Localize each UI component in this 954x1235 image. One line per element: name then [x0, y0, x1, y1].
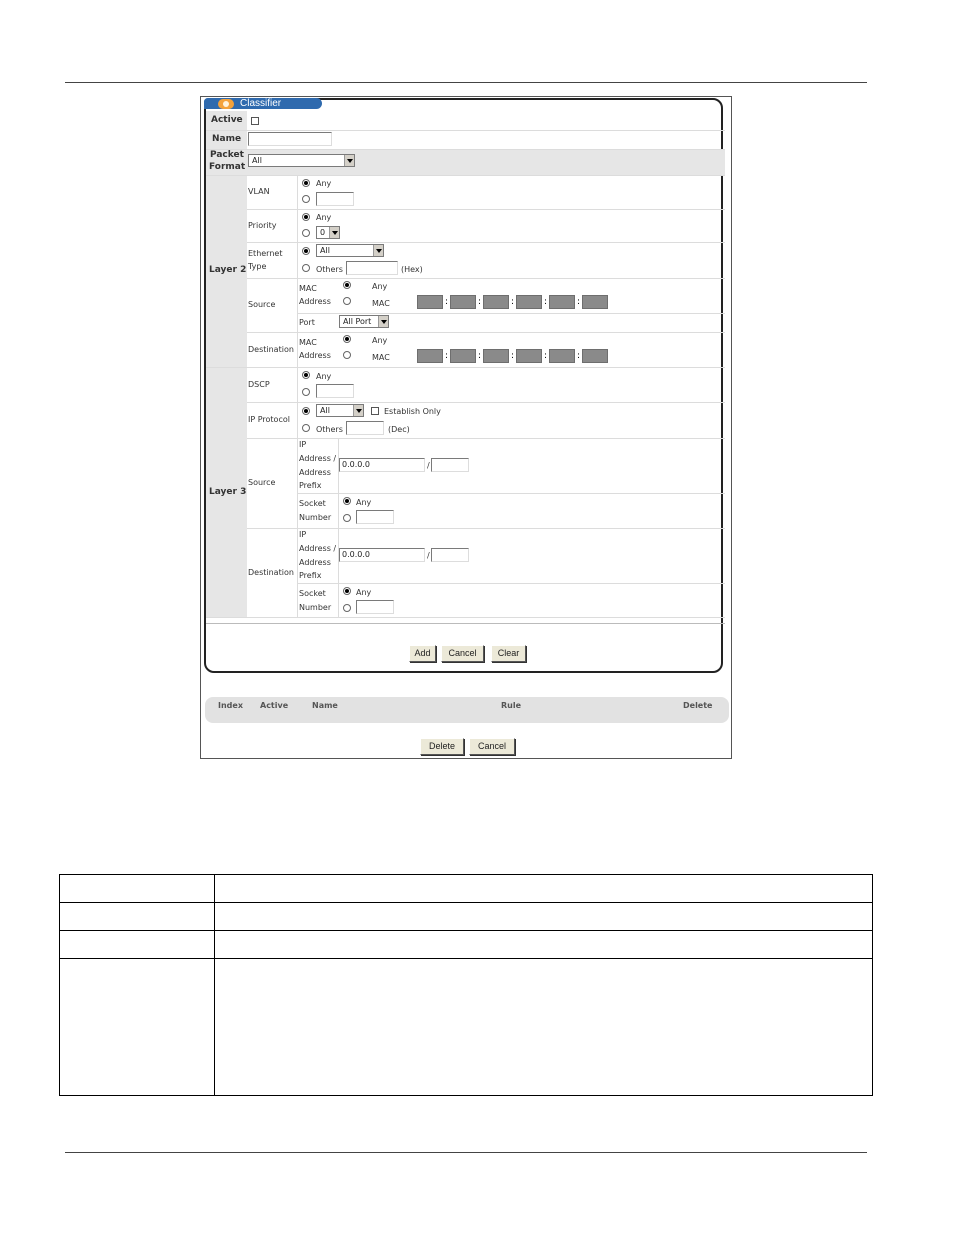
- active-label: Active: [211, 115, 243, 125]
- packet-format-select[interactable]: [248, 154, 355, 167]
- src-mac-mac-label: MAC: [372, 299, 390, 308]
- dst-mac-octet-3[interactable]: [483, 349, 509, 363]
- list-header-delete: Delete: [683, 701, 713, 710]
- add-button[interactable]: Add: [409, 645, 436, 662]
- chevron-down-icon: [378, 316, 388, 327]
- src-mac-octet-4[interactable]: [516, 295, 542, 309]
- packet-format-value: All: [252, 156, 262, 165]
- ip-protocol-others-radio[interactable]: [302, 424, 310, 432]
- src-ip-label-1: IP: [299, 440, 307, 449]
- chevron-down-icon: [344, 155, 354, 166]
- chevron-down-icon: [353, 405, 363, 416]
- packet-format-label-1: Packet: [210, 150, 244, 160]
- colon: :: [511, 351, 515, 361]
- priority-any-label: Any: [316, 213, 332, 222]
- port-select[interactable]: [339, 315, 389, 328]
- src-mac-octet-5[interactable]: [549, 295, 575, 309]
- sep-line: [297, 583, 725, 584]
- ethernet-hex-label: (Hex): [401, 265, 423, 274]
- l3-destination-label: Destination: [248, 568, 294, 577]
- establish-only-label: Establish Only: [384, 407, 441, 416]
- src-socket-label-1: Socket: [299, 499, 326, 508]
- colon: :: [511, 297, 515, 307]
- clear-button[interactable]: Clear: [491, 645, 526, 662]
- src-mac-octet-2[interactable]: [450, 295, 476, 309]
- dscp-input[interactable]: [316, 384, 354, 398]
- priority-value-radio[interactable]: [302, 229, 310, 237]
- dst-socket-any-label: Any: [356, 588, 372, 597]
- src-slash: /: [427, 461, 430, 470]
- dst-ip-label-3: Address: [299, 558, 331, 567]
- top-rule: [65, 82, 867, 83]
- dst-ip-input[interactable]: 0.0.0.0: [339, 548, 425, 562]
- dscp-value-radio[interactable]: [302, 388, 310, 396]
- vlan-label: VLAN: [248, 187, 270, 196]
- dst-mac-octet-2[interactable]: [450, 349, 476, 363]
- active-checkbox[interactable]: [251, 117, 259, 125]
- src-ip-label-4: Prefix: [299, 481, 322, 490]
- dst-ip-label-2: Address /: [299, 544, 337, 553]
- sep-line: [297, 493, 725, 494]
- src-socket-value-radio[interactable]: [343, 514, 351, 522]
- dst-ip-label-1: IP: [299, 530, 307, 539]
- panel-title: Classifier: [240, 98, 282, 109]
- layer3-label: Layer 3: [209, 487, 247, 497]
- ethernet-type-label-1: Ethernet: [248, 249, 283, 258]
- cancel-list-button[interactable]: Cancel: [469, 738, 515, 755]
- ethernet-type-label-2: Type: [248, 262, 267, 271]
- sep-line: [247, 242, 725, 243]
- src-socket-label-2: Number: [299, 513, 332, 522]
- ip-others-label: Others: [316, 425, 343, 434]
- dscp-any-radio[interactable]: [302, 371, 310, 379]
- dst-socket-any-radio[interactable]: [343, 587, 351, 595]
- dst-mac-any-label: Any: [372, 336, 388, 345]
- list-header-name: Name: [312, 701, 338, 710]
- ethernet-type-input[interactable]: [346, 261, 398, 275]
- ethernet-type-value: All: [320, 246, 330, 255]
- sep-line: [206, 175, 725, 176]
- label-column: [206, 111, 247, 617]
- colon: :: [478, 297, 482, 307]
- dst-mac-octet-1[interactable]: [417, 349, 443, 363]
- src-socket-input[interactable]: [356, 510, 394, 524]
- src-mac-octet-1[interactable]: [417, 295, 443, 309]
- src-ip-label-2: Address /: [299, 454, 337, 463]
- src-mac-any-label: Any: [372, 282, 388, 291]
- src-mac-label-1: MAC: [299, 284, 317, 293]
- l2-source-label: Source: [248, 300, 276, 309]
- colon: :: [544, 351, 548, 361]
- l3-source-label: Source: [248, 478, 276, 487]
- layer2-label: Layer 2: [209, 265, 247, 275]
- dst-mac-label-1: MAC: [299, 338, 317, 347]
- list-header-active: Active: [260, 701, 289, 710]
- dst-mac-octet-4[interactable]: [516, 349, 542, 363]
- sep-line: [247, 332, 725, 333]
- table-cell: [215, 875, 873, 903]
- src-mac-value-radio[interactable]: [343, 297, 351, 305]
- src-ip-label-3: Address: [299, 468, 331, 477]
- ip-protocol-label: IP Protocol: [248, 415, 290, 424]
- dst-mac-label-2: Address: [299, 351, 331, 360]
- dst-mac-value-radio[interactable]: [343, 351, 351, 359]
- sep-line: [206, 617, 725, 618]
- dst-socket-label-1: Socket: [299, 589, 326, 598]
- sep-line: [247, 402, 725, 403]
- dst-prefix-input[interactable]: [431, 548, 469, 562]
- colon: :: [445, 297, 449, 307]
- dscp-any-label: Any: [316, 372, 332, 381]
- src-mac-octet-3[interactable]: [483, 295, 509, 309]
- src-socket-any-radio[interactable]: [343, 497, 351, 505]
- colon: :: [544, 297, 548, 307]
- vlan-any-label: Any: [316, 179, 332, 188]
- table-cell: [215, 959, 873, 1096]
- sep-line: [206, 149, 725, 150]
- sep-line: [247, 438, 725, 439]
- classifier-panel: [204, 98, 723, 673]
- description-table: [59, 874, 873, 1096]
- dst-mac-octet-6[interactable]: [582, 349, 608, 363]
- name-label: Name: [212, 134, 242, 144]
- sep-line: [247, 209, 725, 210]
- sep-line: [206, 130, 725, 131]
- dst-socket-label-2: Number: [299, 603, 332, 612]
- classifier-screen: [200, 96, 732, 759]
- ethernet-type-select[interactable]: [316, 244, 384, 257]
- dst-mac-mac-label: MAC: [372, 353, 390, 362]
- sep-line: [206, 367, 725, 368]
- sep-line: [297, 313, 725, 314]
- chevron-down-icon: [329, 227, 339, 238]
- vlan-any-radio[interactable]: [302, 179, 310, 187]
- ip-protocol-input[interactable]: [346, 421, 384, 435]
- ip-protocol-value: All: [320, 406, 330, 415]
- vlan-input[interactable]: [316, 192, 354, 206]
- establish-only-checkbox[interactable]: [371, 407, 379, 415]
- priority-value: 0: [320, 228, 326, 237]
- table-cell: [60, 903, 215, 931]
- table-cell: [215, 931, 873, 959]
- ethernet-others-label: Others: [316, 265, 343, 274]
- colon: :: [577, 297, 581, 307]
- priority-label: Priority: [248, 221, 277, 230]
- dst-mac-any-radio[interactable]: [343, 335, 351, 343]
- ip-protocol-select[interactable]: [316, 404, 364, 417]
- colon: :: [478, 351, 482, 361]
- chevron-down-icon: [373, 245, 383, 256]
- tab-bullet-icon: [218, 99, 234, 109]
- vlan-value-radio[interactable]: [302, 195, 310, 203]
- dst-socket-value-radio[interactable]: [343, 604, 351, 612]
- dst-mac-octet-5[interactable]: [549, 349, 575, 363]
- l2-destination-label: Destination: [248, 345, 294, 354]
- ethernet-type-others-radio[interactable]: [302, 264, 310, 272]
- dst-socket-input[interactable]: [356, 600, 394, 614]
- sep-line: [247, 278, 725, 279]
- packet-format-label-2: Format: [209, 162, 246, 172]
- dscp-label: DSCP: [248, 380, 270, 389]
- src-ip-input[interactable]: 0.0.0.0: [339, 458, 425, 472]
- table-cell: [60, 931, 215, 959]
- priority-any-radio[interactable]: [302, 213, 310, 221]
- src-mac-any-radio[interactable]: [343, 281, 351, 289]
- src-socket-any-label: Any: [356, 498, 372, 507]
- src-prefix-input[interactable]: [431, 458, 469, 472]
- delete-button[interactable]: Delete: [420, 738, 464, 755]
- dst-slash: /: [427, 551, 430, 560]
- port-value: All Port: [343, 317, 372, 326]
- sep-line: [247, 528, 725, 529]
- dst-ip-label-4: Prefix: [299, 571, 322, 580]
- colon: :: [445, 351, 449, 361]
- list-header-index: Index: [218, 701, 243, 710]
- src-mac-label-2: Address: [299, 297, 331, 306]
- classifier-tab: [204, 98, 322, 109]
- table-cell: [60, 875, 215, 903]
- list-header-rule: Rule: [501, 701, 522, 710]
- cancel-button[interactable]: Cancel: [441, 645, 484, 662]
- table-cell: [215, 903, 873, 931]
- sep-line: [297, 175, 298, 617]
- table-cell: [60, 959, 215, 1096]
- ip-dec-label: (Dec): [388, 425, 410, 434]
- colon: :: [577, 351, 581, 361]
- bottom-rule: [65, 1152, 867, 1153]
- name-input[interactable]: [248, 132, 332, 146]
- ethernet-type-all-radio[interactable]: [302, 247, 310, 255]
- ip-protocol-all-radio[interactable]: [302, 407, 310, 415]
- sep-line: [206, 623, 725, 624]
- src-mac-octet-6[interactable]: [582, 295, 608, 309]
- port-label: Port: [299, 318, 315, 327]
- classifier-list-header: [205, 697, 729, 723]
- priority-select[interactable]: [316, 226, 340, 239]
